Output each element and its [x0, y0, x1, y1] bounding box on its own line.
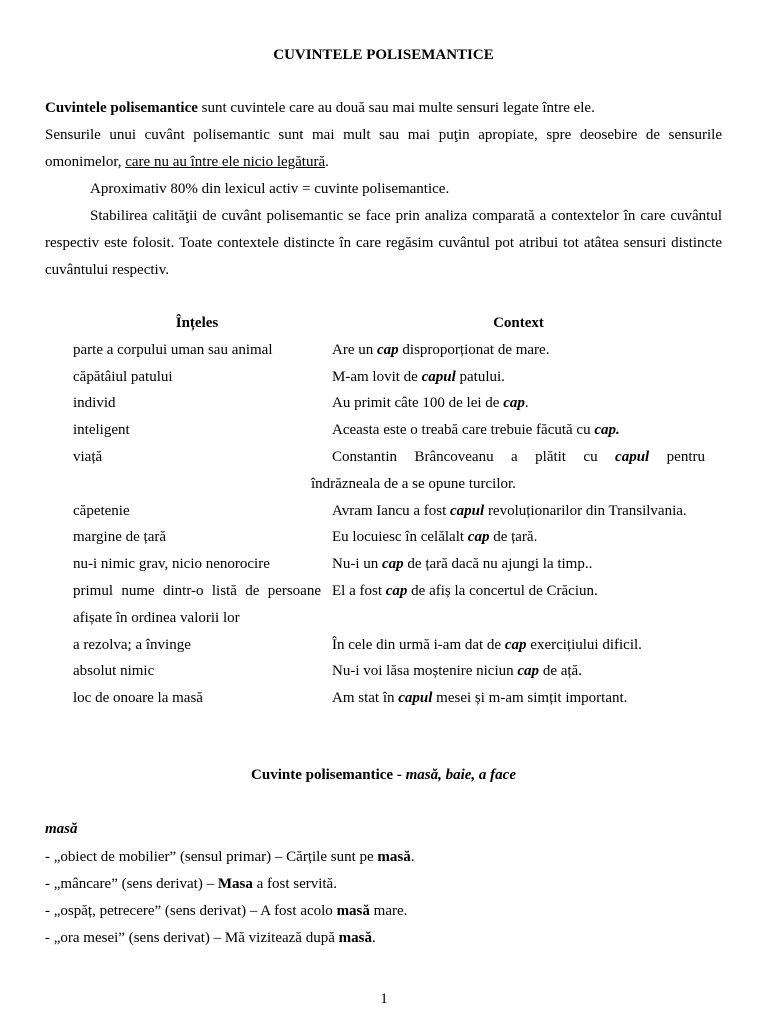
keyword: capul: [615, 448, 650, 465]
table-row: [45, 444, 705, 471]
context-cell: Constantin Brâncoveanu a plătit cu capul pentru: [332, 448, 705, 465]
context-cell: M-am lovit de capul patului.: [332, 368, 505, 385]
meaning-cell: viață: [73, 448, 103, 465]
context-cell: El a fost cap de afiș la concertul de Crăciun.: [332, 582, 598, 599]
meaning-cell: individ: [73, 395, 116, 412]
keyword: capul: [421, 368, 456, 385]
meaning-cell: primul nume dintr-o listă de persoane: [73, 582, 321, 599]
table-row: [45, 364, 705, 391]
context-cell: În cele din urmă i-am dat de cap exercițiului dificil.: [332, 636, 642, 653]
intro-paragraph-2: Sensurile unui cuvânt polisemantic sunt mai mult sau mai puţin apropiate, spre deosebire de sensurile omonimelor, care nu au între ele nicio legătură.: [45, 127, 722, 170]
meaning-cell: căpătâiul patului: [73, 368, 173, 385]
context-continuation: îndrăzneala de a se opune turcilor.: [311, 475, 516, 492]
meanings-table: [45, 310, 705, 712]
keyword: cap: [382, 556, 404, 573]
table-row: [45, 524, 705, 551]
table-row: [45, 551, 705, 578]
table-row: [45, 498, 705, 525]
sense-list: [45, 844, 415, 952]
meaning-cell: parte a corpului uman sau animal: [73, 341, 273, 358]
column-header-meaning: Înțeles: [175, 315, 219, 331]
context-cell: Aceasta este o treabă care trebuie făcută cu cap.: [332, 422, 620, 439]
table-row: [45, 632, 705, 659]
table-row: [45, 390, 705, 417]
headword: masă: [45, 821, 78, 837]
context-cell: Nu-i voi lăsa moștenire niciun cap de ață.: [332, 663, 582, 680]
intro-paragraph-3: Aproximativ 80% din lexicul activ = cuvinte polisemantice.: [90, 181, 450, 197]
keyword: capul: [398, 690, 433, 707]
keyword: cap: [377, 341, 399, 358]
meaning-cell: inteligent: [73, 422, 130, 439]
keyword: cap: [467, 529, 490, 546]
list-item: - „mâncare” (sens derivat) – Masa a fost servită.: [45, 876, 337, 892]
list-item: - „ospăț, petrecere” (sens derivat) – A fost acolo masă mare.: [45, 903, 408, 919]
meaning-cell: absolut nimic: [73, 663, 155, 680]
intro-paragraph-1: Cuvintele polisemantice sunt cuvintele care au două sau mai multe sensuri legate între ele. Sensurile unui cuvânt polisemantic sunt mai mult sau mai puţin apropiate, spre deosebire de sensurile omonimelor, care nu au între ele nicio legătură.: [45, 100, 722, 170]
term-bold: Cuvintele polisemantice: [45, 100, 198, 116]
column-header-context: Context: [493, 315, 544, 331]
meaning-cell: a rezolva; a învinge: [73, 636, 191, 653]
context-cell: Au primit câte 100 de lei de cap.: [332, 395, 529, 412]
table-row: [45, 578, 705, 605]
table-row: [45, 658, 705, 685]
keyword: cap: [385, 582, 408, 599]
list-item: - „obiect de mobilier” (sensul primar) – Cărțile sunt pe masă.: [45, 849, 415, 865]
table-row-continuation: [45, 605, 705, 632]
context-cell: Are un cap disproporționat de mare.: [332, 341, 550, 358]
meaning-cell: căpetenie: [73, 502, 130, 519]
table-row: [45, 337, 705, 364]
meaning-continuation: afișate în ordinea valorii lor: [73, 609, 240, 626]
keyword: cap.: [594, 422, 620, 439]
keyword: cap: [517, 663, 540, 680]
meaning-cell: nu-i nimic grav, nicio nenorocire: [73, 556, 270, 573]
table-row: [45, 685, 705, 712]
meaning-cell: loc de onoare la masă: [73, 690, 203, 707]
keyword: capul: [450, 502, 485, 519]
section-title: Cuvinte polisemantice - masă, baie, a face: [251, 767, 516, 783]
table-row-continuation: [45, 471, 705, 498]
list-item: - „ora mesei” (sens derivat) – Mă vizitează după masă.: [45, 930, 376, 946]
intro-paragraph-4: Stabilirea calităţii de cuvânt polisemantic se face prin analiza comparată a contextelor în care cuvântul respectiv este folosit. Toate contextele distincte în care regăsim cuvântul pot atribui tot atâtea sensuri distincte cuvântului respectiv.: [45, 208, 722, 278]
meaning-cell: margine de țară: [73, 529, 167, 546]
context-cell: Avram Iancu a fost capul revoluționarilor din Transilvania.: [332, 502, 687, 519]
context-cell: Am stat în capul mesei și m-am simțit important.: [332, 690, 628, 707]
document-title: CUVINTELE POLISEMANTICE: [273, 47, 494, 63]
keyword: cap: [503, 395, 525, 412]
page-number: 1: [380, 991, 388, 1007]
context-cell: Nu-i un cap de țară dacă nu ajungi la timp..: [332, 556, 593, 573]
keyword: cap: [504, 636, 527, 653]
context-cell: Eu locuiesc în celălalt cap de țară.: [332, 529, 538, 546]
table-row: [45, 417, 705, 444]
